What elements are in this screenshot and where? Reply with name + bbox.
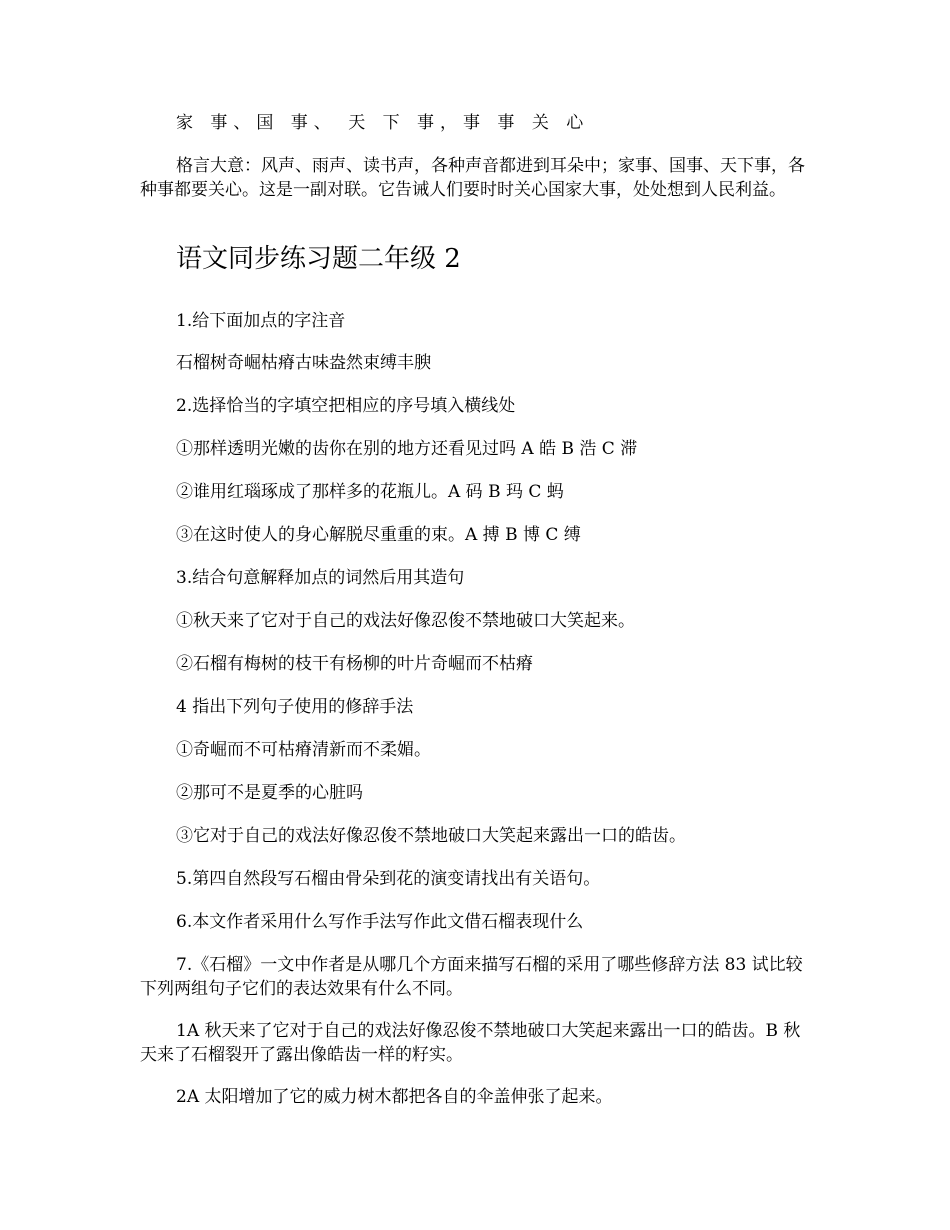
question-4: 4 指出下列句子使用的修辞手法 xyxy=(176,697,414,717)
comparison-2: 2A 太阳增加了它的威力树木都把各自的伞盖伸张了起来。 xyxy=(176,1087,613,1107)
question-4-item-3: ③它对于自己的戏法好像忍俊不禁地破口大笑起来露出一口的皓齿。 xyxy=(176,826,686,846)
couplet-line: 家 事、国 事、 天 下 事，事 事 关 心 xyxy=(176,113,590,133)
question-2-item-1: ①那样透明光嫩的齿你在别的地方还看见过吗 A 皓 B 浩 C 滞 xyxy=(176,439,638,459)
comparison-1: 1A 秋天来了它对于自己的戏法好像忍俊不禁地破口大笑起来露出一口的皓齿。B 秋天来了石榴裂开了露出像皓齿一样的籽实。 xyxy=(140,1021,801,1065)
worksheet-title: 语文同步练习题二年级 2 xyxy=(176,244,461,274)
question-7: 7.《石榴》一文中作者是从哪几个方面来描写石榴的采用了哪些修辞方法 83 试比较下列两组句子它们的表达效果有什么不同。 xyxy=(140,955,803,999)
question-3-item-2: ②石榴有梅树的枝干有杨柳的叶片奇崛而不枯瘠 xyxy=(176,654,533,674)
question-4-item-2: ②那可不是夏季的心脏吗 xyxy=(176,783,363,803)
document-page xyxy=(140,0,812,1230)
question-4-item-1: ①奇崛而不可枯瘠清新而不柔媚。 xyxy=(176,740,431,760)
question-2-item-3: ③在这时使人的身心解脱尽重重的束。A 搏 B 博 C 缚 xyxy=(176,525,581,545)
question-6: 6.本文作者采用什么写作手法写作此文借石榴表现什么 xyxy=(176,912,584,932)
couplet-explanation: 格言大意：风声、雨声、读书声，各种声音都进到耳朵中；家事、国事、天下事，各种事都要关心。这是一副对联。它告诫人们要时时关心国家大事，处处想到人民利益。 xyxy=(140,156,805,200)
question-3-item-1: ①秋天来了它对于自己的戏法好像忍俊不禁地破口大笑起来。 xyxy=(176,611,635,631)
question-3: 3.结合句意解释加点的词然后用其造句 xyxy=(176,568,465,588)
question-1: 1.给下面加点的字注音 xyxy=(176,311,346,331)
question-2-item-2: ②谁用红瑙琢成了那样多的花瓶儿。A 码 B 玛 C 蚂 xyxy=(176,482,564,502)
question-2: 2.选择恰当的字填空把相应的序号填入横线处 xyxy=(176,396,516,416)
question-1-words: 石榴树奇崛枯瘠古味盎然束缚丰腴 xyxy=(176,353,431,373)
question-5: 5.第四自然段写石榴由骨朵到花的演变请找出有关语句。 xyxy=(176,869,601,889)
